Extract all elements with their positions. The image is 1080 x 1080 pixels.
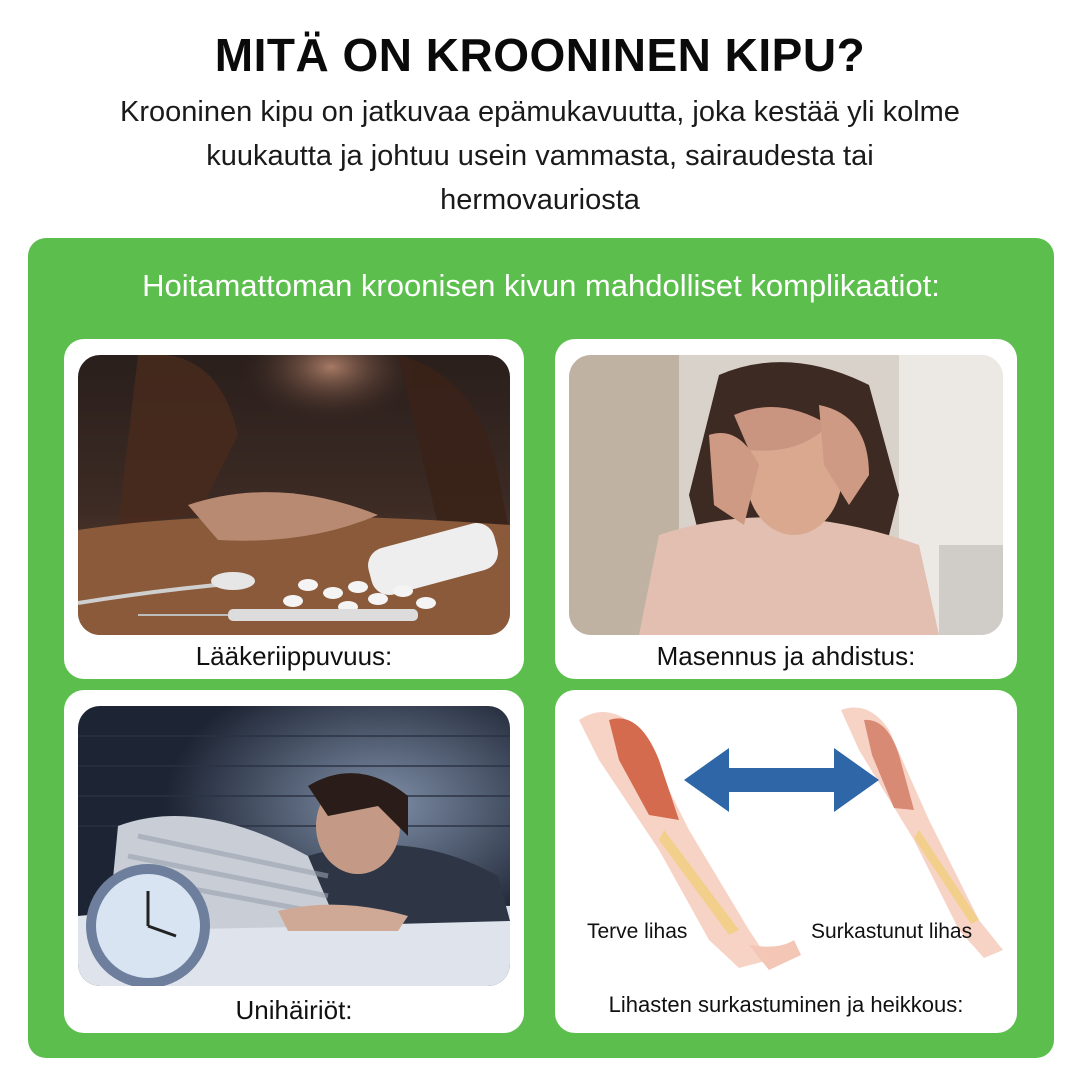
panel-heading: Hoitamattoman kroonisen kivun mahdolliset komplikaatiot: bbox=[142, 268, 940, 303]
card-sleep-disorders bbox=[64, 690, 524, 1033]
card-depression-anxiety bbox=[555, 339, 1017, 679]
card-drug-dependency bbox=[64, 339, 524, 679]
card-caption: Masennus ja ahdistus: bbox=[656, 641, 916, 671]
distressed-woman-photo bbox=[569, 355, 1003, 635]
card-caption: Lääkeriippuvuus: bbox=[195, 641, 393, 671]
label-atrophied-muscle: Surkastunut lihas bbox=[811, 920, 973, 943]
card-caption: Lihasten surkastuminen ja heikkous: bbox=[608, 992, 964, 1017]
page-subtitle: Krooninen kipu on jatkuvaa epämukavuutta, joka kestää yli kolme kuukautta ja johtuu usein vammasta, sairaudesta tai hermovauriosta bbox=[120, 96, 960, 216]
card-caption: Unihäiriöt: bbox=[235, 995, 353, 1025]
card-muscle-atrophy bbox=[555, 690, 1017, 1033]
pills-and-syringe-photo bbox=[78, 355, 510, 635]
page-title: MITÄ ON KROONINEN KIPU? bbox=[214, 29, 866, 81]
sleepless-woman-clock-photo bbox=[78, 706, 510, 986]
complications-panel bbox=[28, 238, 1054, 1058]
muscle-comparison-illustration bbox=[569, 700, 1003, 980]
label-healthy-muscle: Terve lihas bbox=[587, 920, 688, 943]
